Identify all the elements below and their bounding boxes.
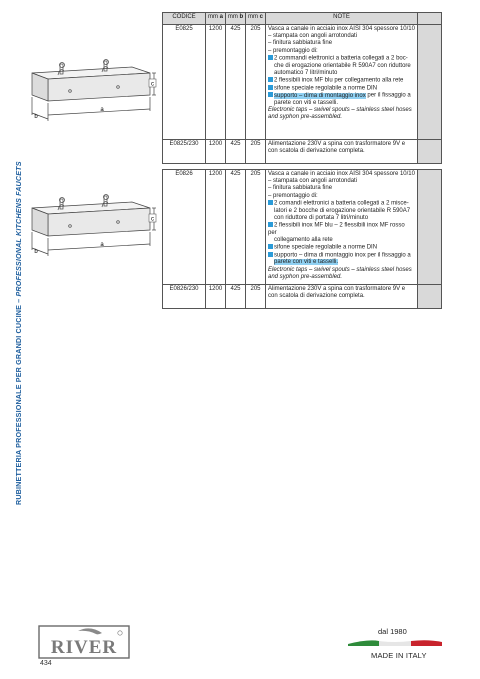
note-line: – stampata con angoli arrotondati — [268, 178, 358, 185]
cell-c: 205 — [246, 140, 266, 164]
cell-c: 205 — [246, 170, 266, 285]
note-english: and syphon pre-assembled. — [268, 273, 343, 280]
sink-drawing-e0826 — [18, 190, 160, 262]
sink-drawing-e0825 — [18, 55, 160, 127]
note-item: 2 commandi elettronici a batteria collegati a 2 boc- — [268, 55, 415, 63]
spec-table — [162, 12, 442, 309]
header-note: NOTE — [266, 13, 418, 25]
note-line: con riduttore di portata 7 litri/minuto — [274, 214, 369, 221]
note-line: – finitura sabbiatura fine — [268, 185, 333, 192]
note-line: – finitura sabbiatura fine — [268, 40, 333, 47]
cell-a: 1200 — [206, 140, 226, 164]
cell-blank — [418, 285, 442, 309]
bullet-square-icon — [268, 244, 273, 249]
bullet-square-icon — [268, 55, 273, 60]
cell-b: 425 — [226, 25, 246, 140]
bullet-square-icon — [268, 85, 273, 90]
bullet-square-icon — [268, 222, 273, 227]
side-category-text — [2, 105, 23, 525]
cell-b: 425 — [226, 140, 246, 164]
cell-code: E0825/230 — [163, 140, 206, 164]
cell-note — [266, 25, 418, 140]
dim-label-b: b — [34, 114, 38, 120]
cell-blank — [418, 170, 442, 285]
cell-note: Alimentazione 230V a spina con trasformatore 9V e con scatola di derivazione completa. — [266, 140, 418, 164]
table-row — [163, 140, 442, 164]
cell-a: 1200 — [206, 170, 226, 285]
bullet-square-icon — [268, 92, 273, 97]
page-number: 434 — [40, 660, 52, 667]
italian-flag-stripe — [348, 638, 442, 646]
note-item: sifone speciale regolabile a norme DIN — [268, 244, 415, 252]
header-c: mm c — [246, 13, 266, 25]
table-row — [163, 285, 442, 309]
cell-note — [266, 170, 418, 285]
note-line: che di erogazione orientabile R 590A7 con riduttore — [274, 62, 411, 69]
cell-b: 425 — [226, 285, 246, 309]
note-line: – premontaggio di: — [268, 47, 318, 54]
note-item: 2 flessibili inox MF blu – 2 flessibili inox MF rosso per — [268, 222, 405, 236]
cell-note: Alimentazione 230V a spina con trasformatore 9V e con scatola di derivazione completa. — [266, 285, 418, 309]
header-blank — [418, 13, 442, 25]
note-item: 2 flessibili inox MF blu per collegamento alla rete — [268, 77, 415, 85]
bullet-square-icon — [268, 252, 273, 257]
note-line: parete con viti e tasselli. — [274, 100, 339, 107]
dim-label-c: c — [151, 81, 154, 88]
note-line: – premontaggio di: — [268, 192, 318, 199]
cell-blank — [418, 140, 442, 164]
header-row — [163, 13, 442, 25]
bullet-square-icon — [268, 77, 273, 82]
note-line: collegamento alla rete — [274, 236, 333, 243]
note-english: Electronic taps – swivel spouts – stainless steel hoses — [268, 266, 412, 273]
note-line: Vasca a canale in acciaio inox AISI 304 spessore 10/10 — [268, 171, 415, 177]
table-row — [163, 170, 442, 285]
note-line: Vasca a canale in acciaio inox AISI 304 spessore 10/10 — [268, 26, 415, 32]
cell-a: 1200 — [206, 25, 226, 140]
logo-wordmark: RIVER — [50, 637, 118, 658]
side-text-english: PROFESSIONAL KITCHENS FAUCETS — [14, 161, 23, 297]
note-item: supporto – dima di montaggio inox per il fissaggio a — [268, 252, 415, 260]
note-item: supporto – dima di montaggio inox per il fissaggio a — [268, 92, 415, 100]
note-english: Electronic taps – swivel spouts – stainless steel hoses — [268, 107, 412, 114]
note-item: 2 comandi elettronici a batteria collegati a 2 misce- — [268, 200, 415, 208]
cell-blank — [418, 25, 442, 140]
note-line: parete con viti e tasselli. — [274, 259, 339, 266]
bullet-square-icon — [268, 200, 273, 205]
note-line: automatico 7 litri/minuto — [274, 69, 338, 76]
note-line: – stampata con angoli arrotondati — [268, 33, 358, 40]
cell-c: 205 — [246, 285, 266, 309]
dim-label-a: a — [100, 242, 104, 248]
note-english: and syphon pre-assembled. — [268, 114, 343, 121]
dim-label-a: a — [100, 107, 104, 113]
since-year: dal 1980 — [378, 627, 407, 636]
header-b: mm b — [226, 13, 246, 25]
dim-label-b: b — [34, 249, 38, 255]
cell-a: 1200 — [206, 285, 226, 309]
side-text-italian: RUBINETTERIA PROFESSIONALE PER GRANDI CUCINE — [14, 304, 23, 505]
table-row — [163, 25, 442, 140]
cell-code: E0826/230 — [163, 285, 206, 309]
dim-label-c: c — [151, 216, 154, 223]
cell-c: 205 — [246, 25, 266, 140]
cell-b: 425 — [226, 170, 246, 285]
note-item: sifone speciale regolabile a norme DIN — [268, 85, 415, 93]
river-logo — [38, 625, 130, 659]
note-line: latori e 2 bocche di erogazione orientabile R 590A7 — [274, 207, 411, 214]
cell-code: E0826 — [163, 170, 206, 285]
header-code: CODICE — [163, 13, 206, 25]
header-a: mm a — [206, 13, 226, 25]
cell-code: E0825 — [163, 25, 206, 140]
made-in-italy: MADE IN ITALY — [371, 651, 427, 660]
side-text-separator: – — [14, 296, 23, 305]
